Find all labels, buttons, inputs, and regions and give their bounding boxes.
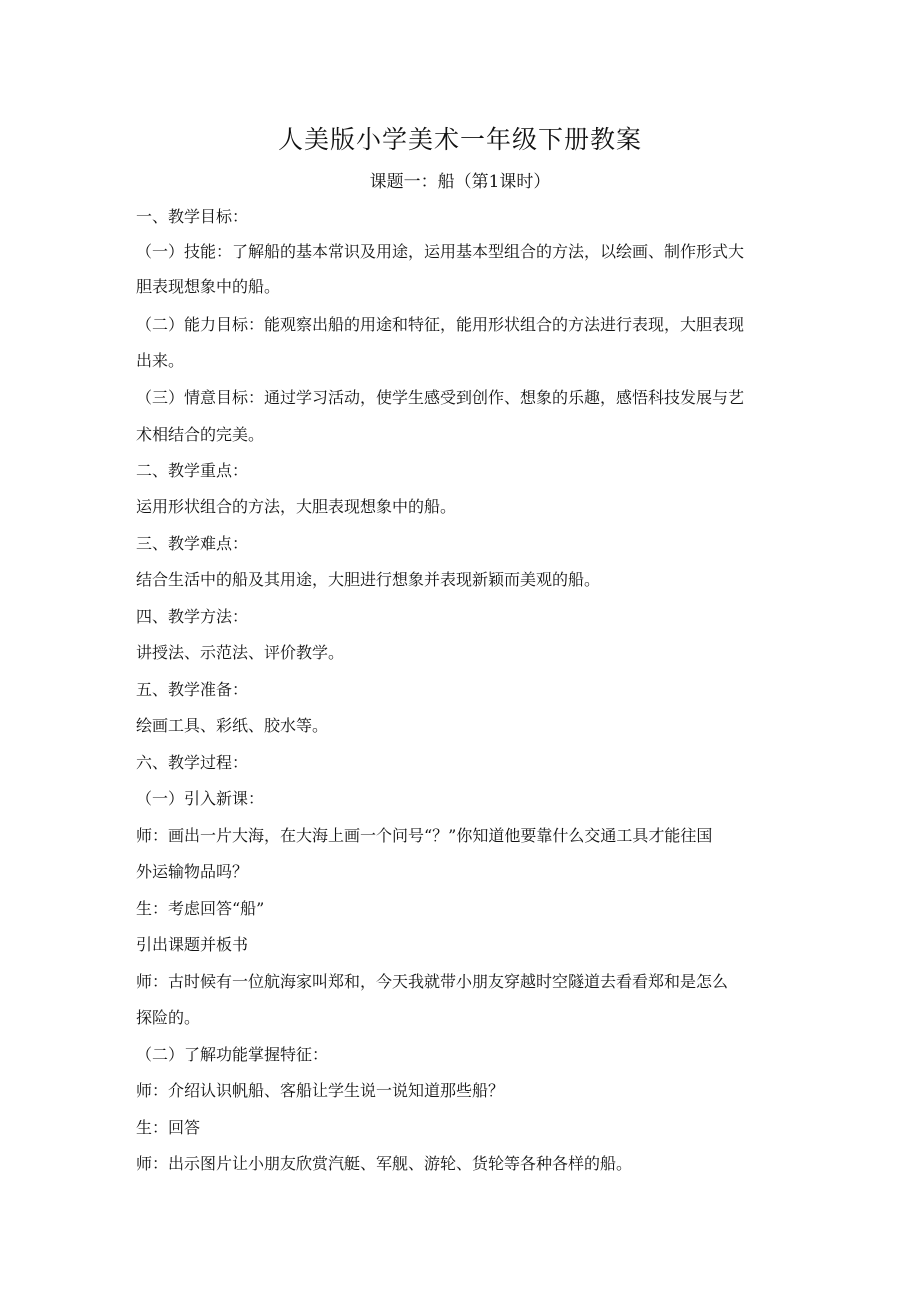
text-line: （一）引入新课： bbox=[136, 789, 265, 808]
document-title: 人美版小学美术一年级下册教案 bbox=[277, 125, 642, 154]
text-line: 探险的。 bbox=[136, 1008, 201, 1027]
section-heading: 六、教学过程： bbox=[136, 753, 249, 772]
section-heading: 五、教学准备： bbox=[136, 680, 249, 699]
section-heading: 一、教学目标： bbox=[136, 207, 249, 226]
text-line: 师：画出一片大海，在大海上画一个问号“？”你知道他要靠什么交通工具才能往国 bbox=[136, 826, 713, 845]
lesson-subtitle: 课题一：船（第1课时） bbox=[369, 172, 551, 192]
text-line: 讲授法、示范法、评价教学。 bbox=[136, 643, 345, 662]
text-line: 结合生活中的船及其用途，大胆进行想象并表现新颖而美观的船。 bbox=[136, 570, 601, 589]
text-line: 生：考虑回答“船” bbox=[136, 899, 265, 918]
section-heading: 二、教学重点： bbox=[136, 461, 249, 480]
text-line: （二）了解功能掌握特征： bbox=[136, 1045, 329, 1064]
text-line: 引出课题并板书 bbox=[136, 935, 249, 954]
text-line: 外运输物品吗？ bbox=[136, 862, 249, 881]
text-line: 术相结合的完美。 bbox=[136, 425, 265, 444]
text-line: （三）情意目标：通过学习活动，使学生感受到创作、想象的乐趣，感悟科技发展与艺 bbox=[136, 388, 745, 407]
text-line: 生：回答 bbox=[136, 1118, 201, 1137]
text-line: （一）技能：了解船的基本常识及用途，运用基本型组合的方法，以绘画、制作形式大 bbox=[136, 242, 745, 261]
text-line: 师：出示图片让小朋友欣赏汽艇、军舰、游轮、货轮等各种各样的船。 bbox=[136, 1154, 633, 1173]
text-line: 绘画工具、彩纸、胶水等。 bbox=[136, 716, 329, 735]
text-line: 出来。 bbox=[136, 351, 185, 370]
text-line: 师：介绍认识帆船、客船让学生说一说知道那些船？ bbox=[136, 1081, 505, 1100]
text-line: 运用形状组合的方法，大胆表现想象中的船。 bbox=[136, 497, 457, 516]
text-line: 胆表现想象中的船。 bbox=[136, 277, 281, 296]
text-line: 师：古时候有一位航海家叫郑和，今天我就带小朋友穿越时空隧道去看看郑和是怎么 bbox=[136, 972, 729, 991]
section-heading: 四、教学方法： bbox=[136, 607, 249, 626]
text-line: （二）能力目标：能观察出船的用途和特征，能用形状组合的方法进行表现，大胆表现 bbox=[136, 315, 745, 334]
section-heading: 三、教学难点： bbox=[136, 534, 249, 553]
